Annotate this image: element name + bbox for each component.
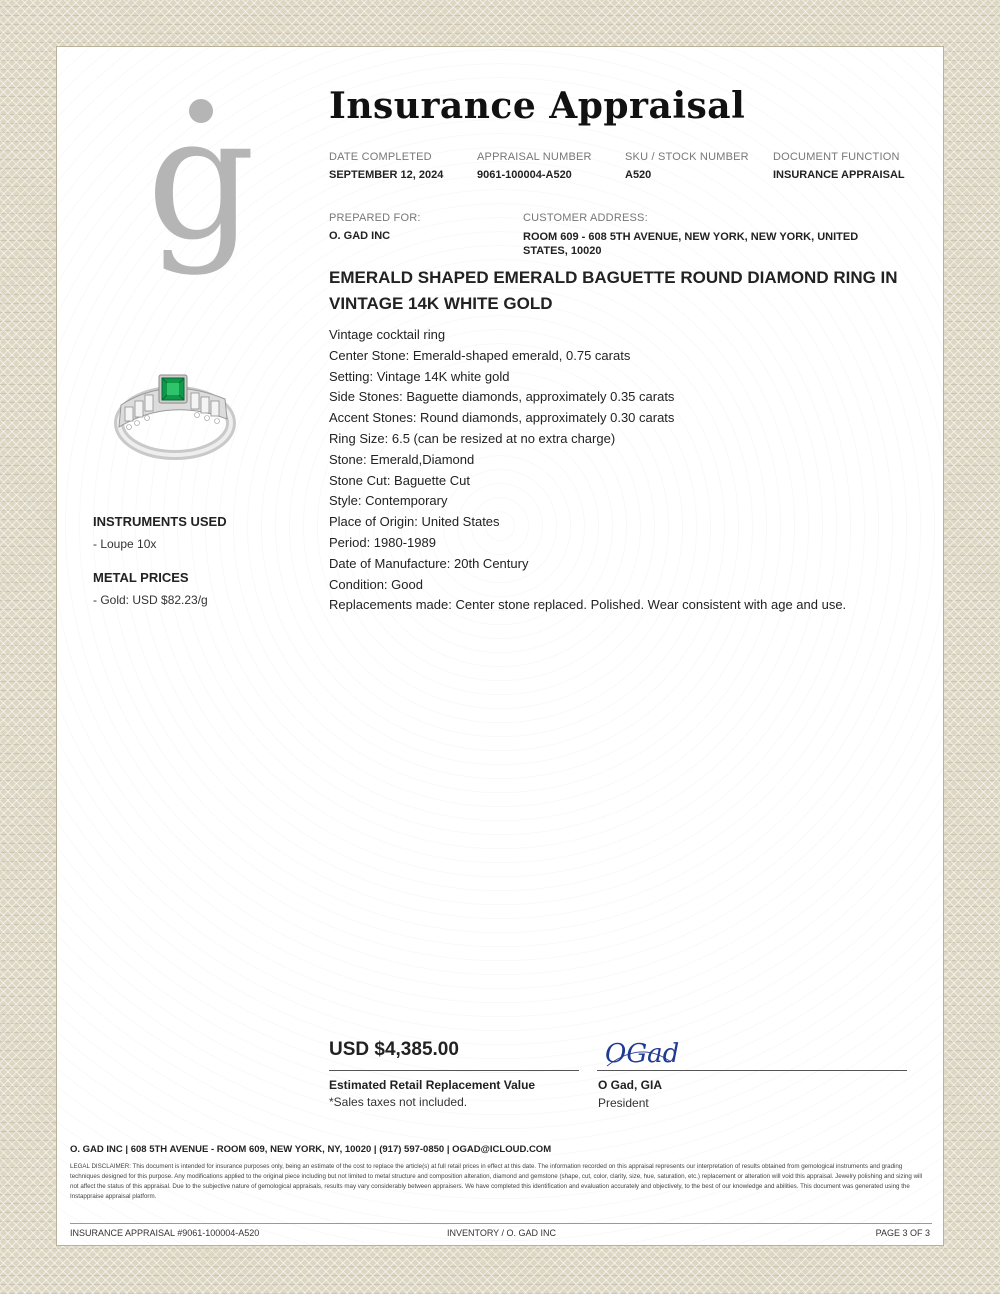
description-line: Setting: Vintage 14K white gold [329,368,510,384]
description-line: Side Stones: Baguette diamonds, approximately 0.35 carats [329,389,675,405]
company-contact-line: O. GAD INC | 608 5TH AVENUE - ROOM 609, NEW YORK, NY, 10020 | (917) 597-0850 | OGAD@ICLOUD.COM [70,1144,552,1155]
ring-photo [107,335,237,470]
instruments-section [93,514,227,551]
description-line: Stone: Emerald,Diamond [329,451,475,467]
meta-date-completed: DATE COMPLETED SEPTEMBER 12, 2024 [329,151,444,181]
description-line: Condition: Good [329,576,423,592]
signature-image [601,1032,721,1072]
meta-sku: SKU / STOCK NUMBER A520 [625,151,749,181]
footer-divider [70,1223,932,1224]
description-line: Center Stone: Emerald-shaped emerald, 0.75 carats [329,347,631,363]
metal-price-item: - Gold: USD $82.23/g [93,593,208,607]
signer-role: President [598,1096,649,1110]
instrument-item: - Loupe 10x [93,537,157,551]
description-line: Period: 1980-1989 [329,534,436,550]
valuation-note: *Sales taxes not included. [329,1095,468,1109]
description-line: Date of Manufacture: 20th Century [329,555,529,571]
company-logo [141,97,261,287]
description-line: Accent Stones: Round diamonds, approximately 0.30 carats [329,410,675,426]
description-line: Replacements made: Center stone replaced. Polished. Wear consistent with age and use. [329,597,847,613]
description-line: Ring Size: 6.5 (can be resized at no extra charge) [329,430,616,446]
legal-disclaimer: LEGAL DISCLAIMER: This document is intended for insurance purposes only, being an estimate of the cost to replace the article(s) at full retail prices in effect at this date. The information recorded on this appraisal represents our interpretation of results obtained from gemological instruments and grading techniques designed for this purpose. Any modifications applied to the original piece including but not limited to metal structure and composition alteration, diamond and gemstone (shape, cut, color, clarity, size, hue, saturation, etc.) replacement or alteration will void this appraisal. Jewelry polishing and sizing will not affect the status of this appraisal. Due to the subjective nature of gemological appraisals, results may vary considerably between appraisers. We have completed this identification and evaluation accurately and objectively, to the best of our knowledge and abilities. This document was generated using the Instappraise appraisal platform. [70,1163,923,1200]
metal-prices-section [93,570,208,607]
meta-document-function: DOCUMENT FUNCTION INSURANCE APPRAISAL [773,151,905,181]
prepared-for: PREPARED FOR: O. GAD INC [329,212,421,242]
signature-divider [597,1070,907,1071]
item-description [329,325,909,616]
description-line: Place of Origin: United States [329,514,500,530]
description-line: Vintage cocktail ring [329,327,446,342]
footer-page-number: PAGE 3 OF 3 [875,1228,930,1238]
svg-text:OGad: OGad [605,1039,680,1069]
document-page [56,46,944,1246]
page-title: Insurance Appraisal [329,85,746,127]
logo-letter: g [146,97,256,278]
valuation-amount: USD $4,385.00 [329,1039,459,1060]
valuation-divider [329,1070,579,1071]
valuation-label: Estimated Retail Replacement Value [329,1078,536,1092]
appraisal-meta [329,151,929,191]
meta-appraisal-number: APPRAISAL NUMBER 9061-100004-A520 [477,151,592,181]
item-title: EMERALD SHAPED EMERALD BAGUETTE ROUND DIAMOND RING IN VINTAGE 14K WHITE GOLD [329,268,898,313]
metal-prices-heading: METAL PRICES [93,570,189,585]
client-info [329,212,929,262]
signer-name: O Gad, GIA [598,1078,663,1092]
instruments-heading: INSTRUMENTS USED [93,514,227,529]
description-line: Stone Cut: Baguette Cut [329,472,470,488]
footer-inventory: INVENTORY / O. GAD INC [447,1228,557,1238]
footer-appraisal-id: INSURANCE APPRAISAL #9061-100004-A520 [70,1228,260,1238]
description-line: Style: Contemporary [329,493,448,509]
customer-address: CUSTOMER ADDRESS: ROOM 609 - 608 5TH AVENUE, NEW YORK, NEW YORK, UNITED STATES, 10020 [523,212,859,257]
